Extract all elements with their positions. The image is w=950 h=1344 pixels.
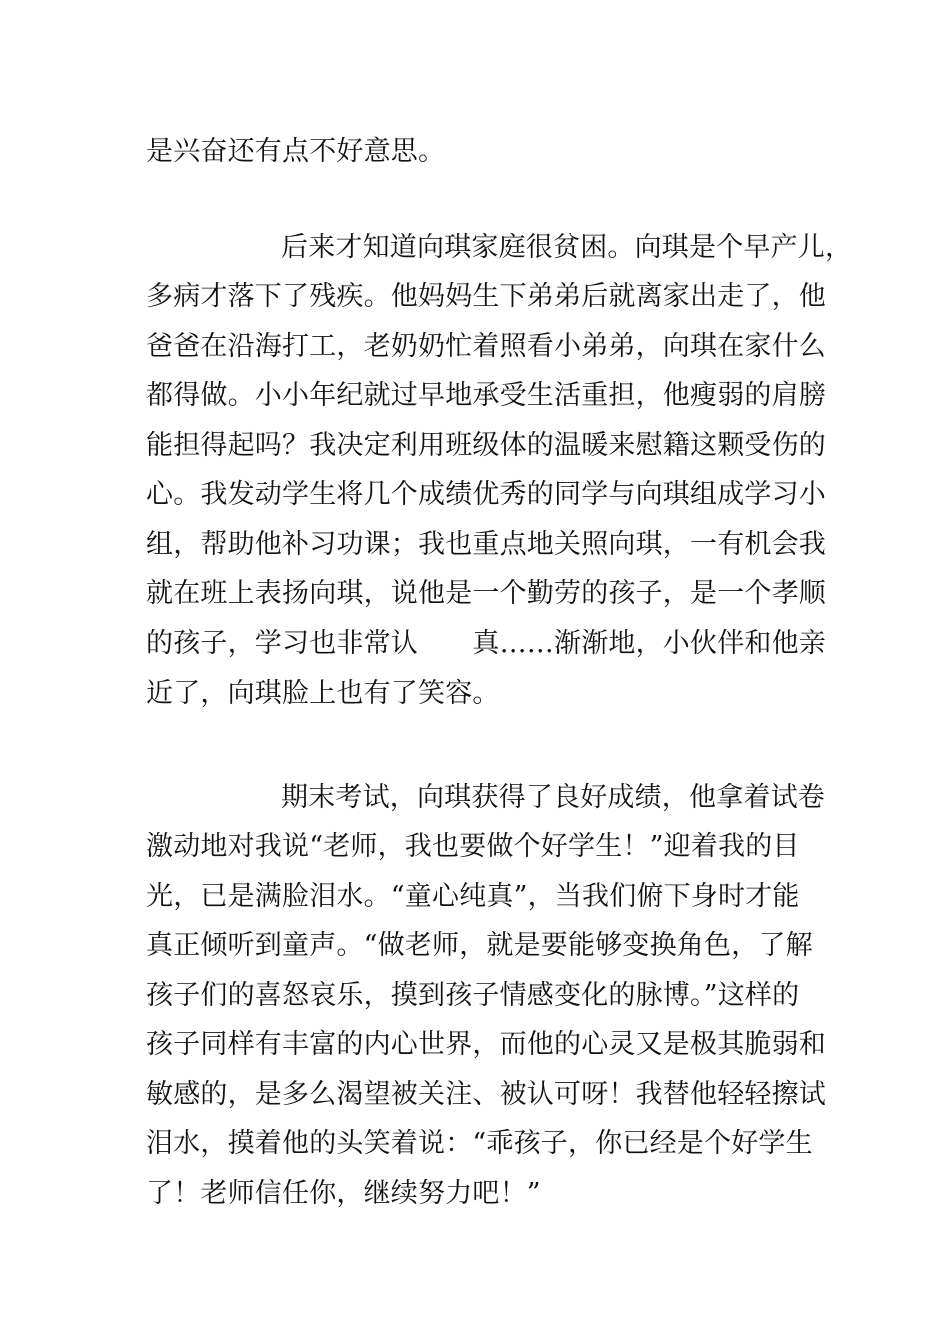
paragraph-2-line-2: 多病才落下了残疾。他妈妈生下弟弟后就离家出走了，他 (146, 281, 826, 312)
paragraph-2-line-7: 组，帮助他补习功课；我也重点地关照向琪，一有机会我 (146, 529, 826, 560)
paragraph-3-line-7: 敏感的，是多么渴望被关注、被认可呀！我替他轻轻擦试 (146, 1079, 826, 1110)
paragraph-3-line-6: 孩子同样有丰富的内心世界，而他的心灵又是极其脆弱和 (146, 1029, 826, 1060)
paragraph-3-line-3: 光，已是满脸泪水。“童心纯真”，当我们俯下身时才能 (146, 881, 800, 912)
paragraph-2-line-6: 心。我发动学生将几个成绩优秀的同学与向琪组成学习小 (146, 479, 826, 510)
paragraph-2-line-10: 近了，向琪脸上也有了笑容。 (146, 678, 500, 709)
paragraph-2-line-4: 都得做。小小年纪就过早地承受生活重担，他瘦弱的肩膀 (146, 380, 826, 411)
paragraph-3-line-1: 期末考试，向琪获得了良好成绩，他拿着试卷 (281, 782, 825, 813)
paragraph-3-line-4: 真正倾听到童声。“做老师，就是要能够变换角色，了解 (146, 930, 813, 961)
paragraph-2-line-1: 后来才知道向琪家庭很贫困。向琪是个早产儿， (281, 232, 853, 263)
paragraph-3-line-5: 孩子们的喜怒哀乐，摸到孩子情感变化的脉博。”这样的 (146, 980, 800, 1011)
paragraph-3-line-2: 激动地对我说“老师，我也要做个好学生！”迎着我的目 (146, 831, 800, 862)
paragraph-3-line-9: 了！老师信任你，继续努力吧！” (146, 1178, 541, 1209)
paragraph-2-line-3: 爸爸在沿海打工，老奶奶忙着照看小弟弟，向琪在家什么 (146, 331, 826, 362)
paragraph-2-line-9: 的孩子，学习也非常认 真……渐渐地，小伙伴和他亲 (146, 628, 826, 659)
paragraph-1-line-1: 是兴奋还有点不好意思。 (146, 136, 446, 167)
paragraph-2-line-8: 就在班上表扬向琪，说他是一个勤劳的孩子，是一个孝顺 (146, 578, 826, 609)
paragraph-3-line-8: 泪水，摸着他的头笑着说：“乖孩子，你已经是个好学生 (146, 1128, 813, 1159)
paragraph-2-line-5: 能担得起吗？我决定利用班级体的温暖来慰籍这颗受伤的 (146, 430, 826, 461)
